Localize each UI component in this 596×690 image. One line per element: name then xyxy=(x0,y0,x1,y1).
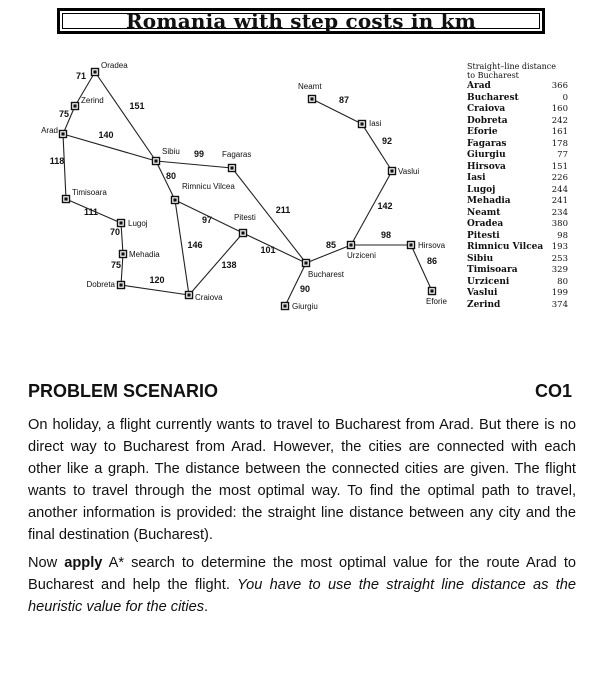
sld-row xyxy=(467,173,568,185)
road-cost-oradea-sibiu: 151 xyxy=(129,101,145,111)
sld-row xyxy=(467,254,568,266)
road-cost-oradea-zerind: 71 xyxy=(75,71,87,81)
road-cost-timisoara-lugoj: 111 xyxy=(83,207,99,217)
sld-city: Pitesti xyxy=(467,230,500,241)
sld-city: Lugoj xyxy=(467,184,496,195)
sld-city: Zerind xyxy=(467,299,501,310)
para2-end: . xyxy=(204,599,209,615)
city-node-neamt xyxy=(309,96,316,103)
sld-row xyxy=(467,139,568,151)
road-cost-arad-timisoara: 118 xyxy=(49,156,65,166)
city-node-mehadia xyxy=(120,251,127,258)
road-vaslui-iasi xyxy=(362,124,392,171)
sld-row xyxy=(467,116,568,128)
road-cost-rimnicu-craiova: 146 xyxy=(187,240,203,250)
city-node-oradea xyxy=(92,69,99,76)
sld-city: Craiova xyxy=(467,104,506,114)
sld-distance: 366 xyxy=(551,81,568,91)
sld-distance: 160 xyxy=(551,104,568,114)
sld-city: Eforie xyxy=(467,127,498,137)
sld-city: Arad xyxy=(467,81,491,91)
map-title: Romania with step costs in km xyxy=(125,9,477,33)
course-outcome-label: CO1 xyxy=(534,381,572,401)
sld-row xyxy=(467,104,568,116)
road-cost-bucharest-urziceni: 85 xyxy=(325,240,337,250)
road-dobreta-craiova xyxy=(121,285,189,295)
city-label-neamt: Neamt xyxy=(298,82,322,91)
sld-city: Oradea xyxy=(467,219,504,229)
sld-city: Neamt xyxy=(467,207,501,218)
road-oradea-sibiu xyxy=(95,72,156,161)
city-node-craiova xyxy=(186,292,193,299)
city-node-iasi xyxy=(359,121,366,128)
city-label-fagaras: Fagaras xyxy=(222,150,252,159)
scenario-heading: PROBLEM SCENARIO xyxy=(28,381,219,401)
city-node-zerind xyxy=(72,103,79,110)
sld-city: Hirsova xyxy=(467,161,506,172)
sld-distance: 0 xyxy=(562,92,568,103)
city-node-fagaras xyxy=(229,165,236,172)
city-label-iasi: Iasi xyxy=(369,119,382,128)
road-iasi-neamt xyxy=(312,99,362,124)
road-cost-rimnicu-pitesti: 97 xyxy=(201,215,213,225)
city-label-mehadia: Mehadia xyxy=(129,250,160,259)
map-title-box xyxy=(57,8,545,34)
city-label-dobreta: Dobreta xyxy=(86,280,115,289)
city-node-rimnicu xyxy=(172,197,179,204)
road-cost-arad-sibiu: 140 xyxy=(98,130,114,140)
city-label-hirsova: Hirsova xyxy=(418,241,446,250)
road-arad-timisoara xyxy=(63,134,66,199)
sld-distance: 253 xyxy=(551,253,568,264)
sld-distance: 242 xyxy=(551,115,568,126)
sld-city: Sibiu xyxy=(467,253,494,264)
road-cost-urziceni-vaslui: 142 xyxy=(377,201,393,211)
road-cost-craiova-pitesti: 138 xyxy=(221,260,237,270)
sld-distance: 193 xyxy=(551,242,568,252)
sld-distance: 151 xyxy=(551,161,568,172)
city-node-sibiu xyxy=(153,158,160,165)
city-node-vaslui xyxy=(389,168,396,175)
sld-city: Mehadia xyxy=(467,196,511,206)
sld-distance: 329 xyxy=(551,265,568,275)
sld-distance: 161 xyxy=(551,127,568,137)
city-label-zerind: Zerind xyxy=(81,96,104,105)
sld-city: Fagaras xyxy=(467,138,507,149)
road-cost-vaslui-iasi: 92 xyxy=(381,136,393,146)
sld-distance: 226 xyxy=(551,173,568,183)
sld-row xyxy=(467,242,568,254)
scenario-header xyxy=(28,381,572,402)
sld-city: Bucharest xyxy=(467,92,519,103)
sld-row xyxy=(467,93,568,105)
road-sibiu-fagaras xyxy=(156,161,232,168)
sld-row xyxy=(467,162,568,174)
para2-apply-bold: apply xyxy=(64,555,103,571)
city-label-arad: Arad xyxy=(41,126,58,135)
city-label-pitesti: Pitesti xyxy=(234,213,256,222)
sld-heading xyxy=(467,62,568,80)
sld-distance: 380 xyxy=(551,219,568,229)
city-label-urziceni: Urziceni xyxy=(347,251,376,260)
city-label-eforie: Eforie xyxy=(426,297,447,306)
city-label-lugoj: Lugoj xyxy=(128,219,148,228)
road-cost-lugoj-mehadia: 70 xyxy=(109,227,121,237)
sld-city: Dobreta xyxy=(467,115,508,126)
sld-row xyxy=(467,81,568,93)
city-node-lugoj xyxy=(118,220,125,227)
sld-city: Timisoara xyxy=(467,265,518,275)
road-mehadia-dobreta xyxy=(121,254,123,285)
sld-city: Rimnicu Vilcea xyxy=(467,242,544,252)
sld-distance: 234 xyxy=(551,207,568,218)
sld-rows xyxy=(467,81,568,311)
road-cost-bucharest-giurgiu: 90 xyxy=(299,284,311,294)
sld-row xyxy=(467,196,568,208)
road-cost-pitesti-bucharest: 101 xyxy=(260,245,276,255)
city-node-pitesti xyxy=(240,230,247,237)
city-label-sibiu: Sibiu xyxy=(162,147,180,156)
road-cost-sibiu-rimnicu: 80 xyxy=(165,171,177,181)
scenario-paragraph-1: On holiday, a flight currently wants to travel to Bucharest from Arad. But there is no direct way to Bucharest from Arad. However, the cities are connected with each other like a graph. The distance between the connected cities are given. The flight wants to travel through the most optimal way. To find the optimal path to travel, another information is provided: the straight line distance between any city and the final destination (Bucharest). xyxy=(28,417,576,543)
sld-heading-line2: to Bucharest xyxy=(467,71,519,80)
para2-text-1: Now xyxy=(28,555,65,571)
sld-row xyxy=(467,288,568,300)
sld-city: Giurgiu xyxy=(467,150,506,160)
para2-text-2: A* search to determine the most optimal value for the route Arad to Bucharest and help the flight. xyxy=(28,555,577,593)
road-cost-sibiu-fagaras: 99 xyxy=(193,149,205,159)
city-node-arad xyxy=(60,131,67,138)
city-label-bucharest: Bucharest xyxy=(308,270,345,279)
sld-row xyxy=(467,277,568,289)
city-label-timisoara: Timisoara xyxy=(72,188,107,197)
sld-row xyxy=(467,219,568,231)
sld-row xyxy=(467,208,568,220)
road-cost-iasi-neamt: 87 xyxy=(338,95,350,105)
city-node-hirsova xyxy=(408,242,415,249)
sld-city: Urziceni xyxy=(467,276,510,287)
sld-city: Vaslui xyxy=(467,288,498,298)
city-label-oradea: Oradea xyxy=(101,61,128,70)
sld-row xyxy=(467,231,568,243)
road-cost-fagaras-bucharest: 211 xyxy=(275,205,291,215)
sld-distance: 374 xyxy=(551,299,568,310)
road-cost-hirsova-eforie: 86 xyxy=(426,256,438,266)
sld-row xyxy=(467,185,568,197)
sld-city: Iasi xyxy=(467,173,486,183)
city-node-dobreta xyxy=(118,282,125,289)
road-cost-urziceni-hirsova: 98 xyxy=(380,230,392,240)
sld-distance: 80 xyxy=(557,276,568,287)
city-label-vaslui: Vaslui xyxy=(398,167,420,176)
city-node-urziceni xyxy=(348,242,355,249)
road-cost-zerind-arad: 75 xyxy=(58,109,70,119)
sld-distance: 244 xyxy=(551,184,568,195)
city-node-bucharest xyxy=(303,260,310,267)
city-label-rimnicu: Rimnicu Vilcea xyxy=(182,182,235,191)
sld-row xyxy=(467,265,568,277)
sld-row xyxy=(467,150,568,162)
sld-row xyxy=(467,300,568,312)
road-cost-mehadia-dobreta: 75 xyxy=(110,260,122,270)
city-node-giurgiu xyxy=(282,303,289,310)
sld-row xyxy=(467,127,568,139)
city-label-craiova: Craiova xyxy=(195,293,223,302)
road-hirsova-eforie xyxy=(411,245,432,291)
para2-italic-note: You have to use the straight line distance as the heuristic value for the cities xyxy=(28,577,576,615)
sld-distance: 199 xyxy=(551,288,568,298)
sld-distance: 98 xyxy=(557,230,568,241)
straight-line-distance-table xyxy=(467,62,568,311)
road-lugoj-mehadia xyxy=(121,223,123,254)
city-label-giurgiu: Giurgiu xyxy=(292,302,318,311)
sld-distance: 241 xyxy=(551,196,568,206)
sld-distance: 178 xyxy=(551,138,568,149)
city-node-eforie xyxy=(429,288,436,295)
scenario-paragraph-2 xyxy=(28,552,576,618)
sld-heading-line1: Straight–line distance xyxy=(467,62,557,71)
sld-distance: 77 xyxy=(557,150,568,160)
city-node-timisoara xyxy=(63,196,70,203)
road-cost-dobreta-craiova: 120 xyxy=(149,275,165,285)
